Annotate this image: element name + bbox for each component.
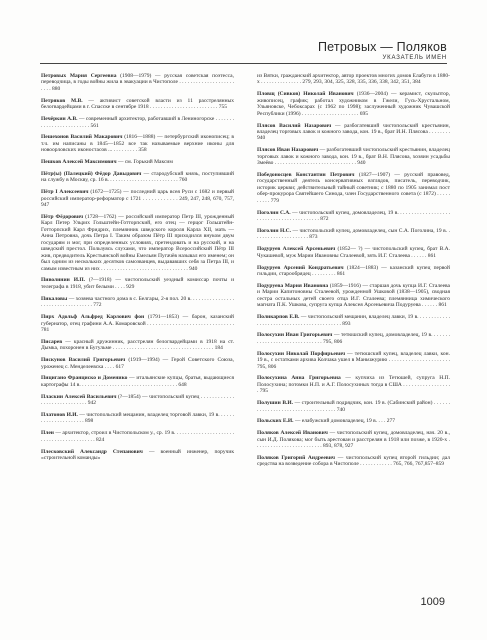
index-entry-name: Петряков М.В. [41, 97, 83, 104]
index-entry-text: — тетюшский купец, домовладелец, 19 в. . . . . . . . . . . . . . . . . . . . . . . . . . . . . . . 795, 806 [257, 332, 450, 345]
index-entry-text: (?—1918) — чистопольский уездный комиссар почты и телеграфа в 1918, убит белыми . . . . 929 [41, 277, 235, 290]
index-entry [257, 351, 450, 370]
index-entry-text: — активист советской власти из 11 расстрелянных белогвардейцами в г. Спасске в сентябре 1918 . . . . . . . . . . . . . . . . . . . . . . . . . 755 [41, 97, 234, 111]
index-entry [41, 171, 234, 184]
index-entry-text: — строительный подрядчик, кон. 19 в. (Сабинский район) . . . . . . . . . . . . . . . . . . . . . . . . . . . . . . . . . . . 740 [257, 400, 450, 413]
index-entry-name: Писарев [41, 338, 63, 345]
index-entry-text: (1824—1883) — казанский купец первой гильдии, старообрядец . . . . . . . . . 861 [257, 264, 450, 277]
index-entry-text: — чистопольский купец, домовладелец, нач. 20 в., сын И.Д. Полякова; мог быть арестован и расстрелян в 1918 или позже, в 1920-х . . . . . . . . . . . . . . . . . . . . . . . . . 893, 878, 927 [257, 430, 450, 450]
index-entry-name: Полушин В.И. [257, 400, 294, 407]
index-entry [257, 430, 450, 449]
index-entry-text: (1919—1994) — Герой Советского Союза, уроженец с. Менделеевска . . . . 617 [41, 357, 234, 370]
index-entry-name: Поликарпов Е.В. [257, 314, 300, 321]
index-entry [257, 123, 450, 142]
index-entry [41, 189, 234, 208]
index-entry [41, 412, 234, 425]
index-entry [41, 159, 234, 165]
index-entry [41, 73, 234, 92]
index-entry [41, 277, 234, 290]
index-entry-text: — итальянские купцы, братья, выдающиеся картографы 14 в. . . . . . . . . . . . . . . . . . . . . . . . . . . . . . . . . . . . 648 [41, 375, 234, 388]
index-entry-name: Полосухина Анна Григорьевна [257, 375, 341, 382]
index-entry [257, 210, 450, 223]
index-entry [41, 430, 234, 443]
index-entry-name: Пицигано Франциско и Доменико [41, 375, 128, 382]
index-entry [41, 214, 234, 272]
index-entry-text: (1827—1907) — русский правовед, государственный деятель консервативных взглядов, писатель, переводчик, историк церкви; действительный тайный советник; с 1880 по 1905 занимал пост обер-прокурора Святейшего Синода, член Государственного совета (с 1872) . . . . . . . . . . 779 [257, 172, 450, 204]
index-entry-text: (1728—1762) — российский император Петр III, урожденный Карл Петер Ульрих Гольштейн-Готторпский, его отец — герцог Гольштейн-Готторпский Карл Фридрих, племянник шведского короля Карла XII, мать — Анна Петровна, дочь Петра I. Таким образом Пётр III приходился внуком двум государям и мог, при определенных условиях, претендовать и на русский, и на шведский престол. Пользуясь слухами, что император Всероссийский Пётр III жив, предводитель Крестьянской войны Емельян Пугачёв называл его именем; он был одним из нескольких десятков самозванцев, выдававших себя за Петра III, и самым известным из них . . . . . . . . . . . . . . . . . . . . . . . . . . . . . . . . 940 [41, 213, 234, 272]
index-entry-name: Поляков Алексей Иванович [257, 430, 328, 437]
index-entry [257, 332, 450, 345]
index-entry-text: — хозяева частного дома в с. Белгары, 2-я пол. 20 в. . . . . . . . . . . . . . . . . . . . . . . . . . . . . . . . . . . 772 [41, 295, 234, 309]
index-entry [257, 147, 450, 166]
index-entry [41, 314, 234, 333]
index-entry-name: Петровых Мария Сергеевна [41, 73, 117, 79]
index-entry-name: Победоносцев Константин Петрович [257, 172, 355, 178]
index-entry-name: Полосухин Иван Григорьевич [257, 332, 333, 339]
index-entry-text: — архитектор, строил в Чистопольском у., ср. 19 в. . . . . . . . . . . . . . . . . . . . . . . . . . . . . . . . . . . . . . . . . . 824 [41, 430, 234, 443]
index-entry-name: Пешков Алексей Максимович [41, 159, 117, 166]
index-entry-name: Плесковский Александр Степанович [41, 448, 143, 455]
index-entry-name: Поголин Н.С. [257, 227, 291, 234]
index-entry-name: Плен [41, 430, 54, 437]
index-entry-name: Платонов И.И. [41, 411, 78, 418]
index-entry-name: Польских Е.И. [257, 418, 294, 425]
index-entry [257, 283, 450, 309]
index-entry-text: (?—1854) — чистопольский купец . . . . . . . . . . . . . . . . . . . . . . . . . . . . . 942 [41, 393, 234, 407]
index-entry [41, 134, 234, 153]
header-rule [40, 63, 447, 64]
running-header-subtitle: УКАЗАТЕЛЬ ИМЕН [382, 55, 447, 61]
index-entry-text: — красный дружинник, расстрелян белогвардейцами в 1918 на ст. Дымка, похоронен в Бугульме . . . . . . . . . . . . . . . . . . . . . . . . . . . . . . . . . . . . . 184 [41, 338, 234, 352]
index-entry-text: — чистопольский мещанин, владелец лавки, 19 в. . . . . . . . . . . . . . . . . . . . . . . . . . . . . . . . . . . . . . . . . . . 893 [257, 314, 450, 327]
index-entry [257, 455, 450, 468]
running-header [318, 40, 447, 62]
index-entry-name: Подуруев Арсений Кондратьевич [257, 264, 344, 271]
index-entry-name: Печёркин А.В. [41, 116, 78, 123]
index-entry-name: Пешехонов Василий Макарович [41, 134, 123, 141]
index-entry-text: (1672—1725) — последний царь всея Руси с 1682 и первый российский император-реформатор с 1721 . . . . . . . . . . . . 249, 247, 248, 670, 757, 947 [41, 189, 235, 209]
index-entry-text: — чистопольский купец, домовладелец, 19 в. . . . . . . . . . . . . . . . . . . . . . . . . . . . . . . . . . . . . . . . . . 872 [257, 209, 450, 223]
index-entry-text: (1908—1979) — русская советская поэтесса, переводчица, в годы войны жила в эвакуации в Чистополе . . . . . . . . . . . . . . . . . . . . . . . . 880 [41, 73, 234, 92]
running-header-title: Петровых — Поляков [318, 40, 447, 54]
index-entry-name: Плясов Иван Назарович [257, 147, 319, 154]
index-entry-name: Поляков Григорий Андреевич [257, 455, 336, 462]
index-entry-text: (1852— ?) — чистопольский купец, брат В.А. Чукашевой, муж Марии Ивановны Сталеевой, зять И.Г. Сталеева . . . . . . 861 [257, 246, 450, 259]
index-entry-name: Пискунов Василий Григорьевич [41, 357, 126, 364]
index-entry-name: Пикаловы [41, 295, 68, 302]
index-entry-text: — тетюшский купец, владелец лавки, кон. 19 в., с остатками архива Колчака ушел в Маньчжурию . . . . . . . . . . . . . . . . . . . . . . 795, 806 [257, 350, 451, 370]
page-number: 1009 [420, 596, 445, 608]
index-entry-text: (1936—2004) — керамист, скульптор, живописец, график; работал художником в Гжели, Гусь-Хрустальном, Ульяновске, Чебоксарах (с 1962 по 1998); заслуженный художник Чувашской Республики (1996) . . . . . . . . . . . . . . . . . . . . . 695 [257, 91, 450, 117]
index-entry [257, 375, 450, 394]
index-entry-text: — разбогатевший чистопольский крестьянин, владелец торговых лавок и кожного завода, кон. 19 в., брат И.Н. Плясова . . . . . . . . 940 [257, 122, 450, 142]
index-entry-name: Пётр(ы) (Палецкий) Фёдор Давыдович [41, 170, 142, 177]
index-entry [257, 228, 450, 241]
index-entry-name: Подуруева Мария Ивановна [257, 282, 329, 289]
index-entry [257, 418, 450, 424]
index-entry [41, 339, 234, 352]
index-entry-name: Пловщ (Сивков) Николай Иванович [257, 91, 354, 98]
index-entry-name: Поголин С.А. [257, 209, 291, 216]
index-column-left [41, 73, 234, 467]
index-entry [41, 357, 234, 370]
index-entry-name: Полосухин Николай Порфирьевич [257, 350, 346, 357]
index-entry-text: — современный архитектор, работавший в Лениногорске . . . . . . . . . . . . . . . . . . . . . . . . . 561 [41, 116, 234, 129]
index-entry-text: (1859—1916) — старшая дочь купца И.Г. Сталеева и Марии Капитоновны Сталеевой, урожденной Ушковой (1838—1905), сводная сестра остальных детей своего отца И.Г. Сталеева; племянница химического магната П.К. Ушкова, супруга купца Алексея Арсеньевича Подуруева . . . . . . 861 [257, 282, 450, 309]
index-entry [257, 400, 450, 413]
index-entry-name: Подуруев Алексей Арсеньевич [257, 246, 336, 253]
index-entry-text: — елабужский домовладелец, 19 в. . . . 277 [293, 418, 396, 425]
index-entry-text: — разбогатевший чистопольский крестьянин, владелец торговых лавок и кожного завода, кон. 19 в., брат В.Н. Плясова, хозяин усадьбы Змеёво . . . . . . . . . . . . . . . . . . . . . . . . . . . . . . 940 [257, 147, 450, 167]
index-entry-name: Плясов Василий Назарович [257, 122, 332, 129]
index-entry [41, 394, 234, 407]
index-entry-name: Пётр I Алексеевич [41, 189, 89, 196]
index-entry-text: — чистопольский купец второй гильдии; дал средства на возведение собора в Чистополе . . . . . . . . . . . . 765, 766, 767,857–859 [257, 455, 450, 468]
index-entry-name: Пиволинин И.П. [41, 277, 86, 284]
index-entry-text: — военный инженер, поручик «строительной команды» [41, 448, 234, 462]
index-entry [41, 449, 234, 462]
index-entry-name: Пирх Адольф Альфред Карлович фон [41, 314, 145, 321]
index-entry [257, 172, 450, 204]
index-entry-text: — чистопольский мещанин, владелец торговой лавки, 19 в. . . . . . . . . . . . . . . . . . . . . . 898 [41, 411, 234, 425]
index-entry-name: Пётр Фёдорович [41, 213, 84, 220]
index-entry [257, 246, 450, 259]
index-entry [41, 116, 234, 129]
index-entry-name: Пласкин Алексей Васильевич [41, 393, 117, 400]
index-entry [41, 98, 234, 111]
index-entry-text: (1791—1853) — барон, казанский губернатор, отец графини А.А. Комаровской . . . . . . . . . . . . . . . . . . . . . . . . . . . . . . . 781 [41, 314, 234, 333]
index-entry [41, 296, 234, 309]
index-entry [41, 375, 234, 388]
index-entry-text: — купчиха из Тетюшей, супруга Н.П. Полосухина; потомки Н.П. и А.Г. Полосухиных тогда в США . . . . . . . . . . . . . . . . . . 795 [257, 375, 450, 395]
index-entry-text: из Вятки, гражданский архитектор, автор проектов многих домов Елабуги в 1880-х . . . . . . . . . . . . . . . 279, 293, 304, 325, 328, 335, 336, 338, 342, 351, 384 [257, 73, 450, 86]
index-entry-text: — стародубский князь, поступивший на службу в Москву, ср. 16 в. . . . . . . . . . . . . . . . . . . . . . . . . . 760 [41, 170, 234, 184]
index-entry [257, 73, 450, 86]
index-column-right [257, 73, 450, 473]
index-entry [257, 265, 450, 278]
index-entry-text: — см. Горький Максим [116, 159, 173, 166]
index-entry-text: — чистопольский купец, домовладелец, сын С.А. Поголина, 19 в. . . . . . . . . . . . . . . . . . . . . 873 [257, 227, 450, 241]
index-entry [257, 91, 450, 117]
index-entry [257, 314, 450, 327]
index-entry-text: (1816—1888) — петербургский иконописец; в т.ч. им написаны в 1845—1852 все так называемые верхние иконы для новоорловских иконостасов ... . . . . . . . . . 358 [41, 134, 234, 154]
